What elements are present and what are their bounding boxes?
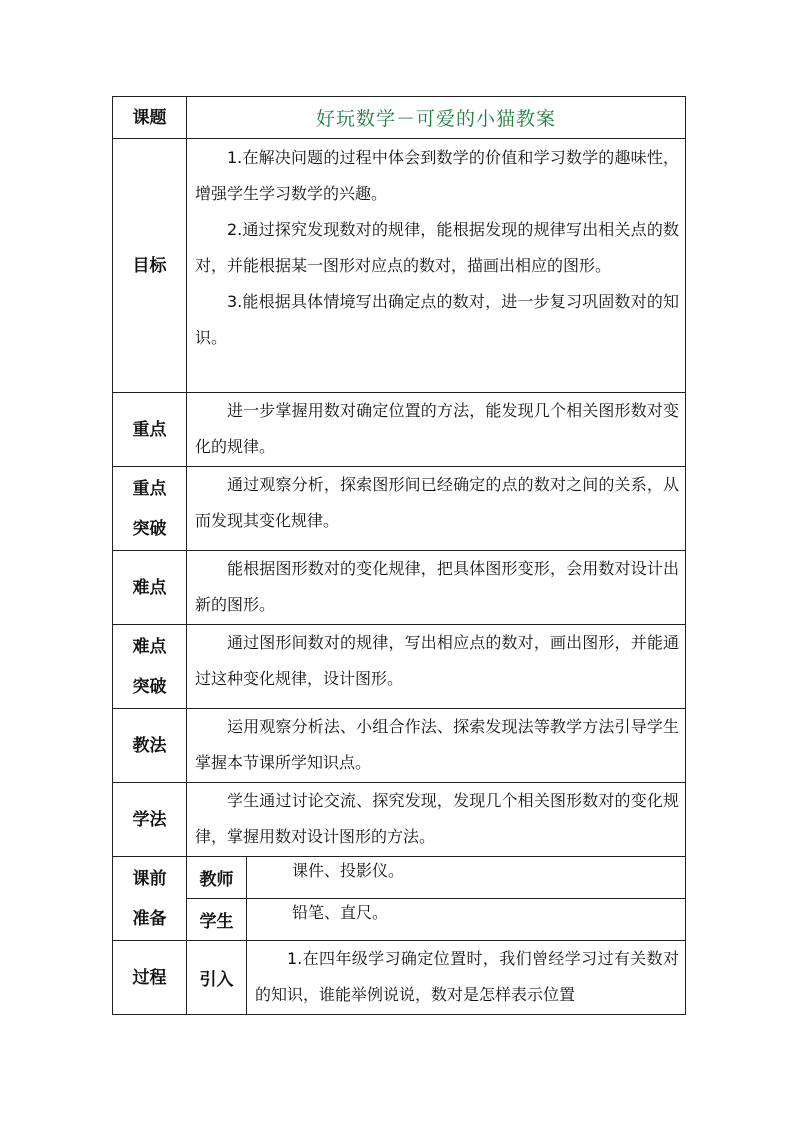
key-breakthrough-row (113, 467, 686, 551)
key-breakthrough-content (187, 467, 686, 551)
student-label: 学生 (187, 899, 247, 941)
key-point-row (113, 393, 686, 467)
difficulty-row (113, 551, 686, 625)
key-point-content (187, 393, 686, 467)
key-point-text: 进一步掌握用数对确定位置的方法，能发现几个相关图形数对变化的规律。 (195, 401, 680, 456)
learning-method-content (187, 783, 686, 857)
teaching-method-row (113, 709, 686, 783)
difficulty-content (187, 551, 686, 625)
key-breakthrough-label (113, 467, 187, 551)
preparation-student-row (113, 899, 686, 941)
key-breakthrough-label-line1: 重点 (132, 478, 167, 499)
learning-method-text: 学生通过讨论交流、探究发现，发现几个相关图形数对的变化规律，掌握用数对设计图形的方法。 (195, 791, 680, 846)
key-breakthrough-label-line2: 突破 (132, 518, 167, 539)
goals-row (113, 139, 686, 393)
teaching-method-label: 教法 (113, 709, 187, 783)
difficulty-breakthrough-label-line2: 突破 (132, 676, 167, 697)
difficulty-breakthrough-row (113, 625, 686, 709)
intro-text: 1.在四年级学习确定位置时，我们曾经学习过有关数对的知识，谁能举例说说，数对是怎样表示位置 (255, 949, 680, 1004)
difficulty-breakthrough-text: 通过图形间数对的规律，写出相应点的数对，画出图形，并能通过这种变化规律，设计图形。 (195, 633, 680, 688)
difficulty-text: 能根据图形数对的变化规律，把具体图形变形，会用数对设计出新的图形。 (195, 559, 680, 614)
difficulty-breakthrough-label-line1: 难点 (132, 636, 167, 657)
teaching-method-content (187, 709, 686, 783)
learning-method-label: 学法 (113, 783, 187, 857)
teacher-label: 教师 (187, 857, 247, 899)
process-row (113, 941, 686, 1015)
learning-method-row (113, 783, 686, 857)
title-row (113, 97, 686, 139)
lesson-plan-table (112, 96, 686, 1015)
goal-item: 2.通过探究发现数对的规律，能根据发现的规律写出相关点的数对，并能根据某一图形对应点的数对，描画出相应的图形。 (195, 220, 680, 275)
difficulty-breakthrough-label (113, 625, 187, 709)
teacher-content (247, 857, 686, 899)
intro-label: 引入 (187, 941, 247, 1015)
title-label: 课题 (113, 97, 187, 139)
key-breakthrough-text: 通过观察分析，探索图形间已经确定的点的数对之间的关系，从而发现其变化规律。 (195, 475, 680, 530)
student-content (247, 899, 686, 941)
preparation-label (113, 857, 187, 941)
process-label: 过程 (113, 941, 187, 1015)
difficulty-breakthrough-content (187, 625, 686, 709)
key-point-label: 重点 (113, 393, 187, 467)
teacher-text: 课件、投影仪。 (292, 861, 405, 880)
goal-item: 3.能根据具体情境写出确定点的数对，进一步复习巩固数对的知识。 (195, 292, 680, 347)
preparation-teacher-row (113, 857, 686, 899)
goals-label: 目标 (113, 139, 187, 393)
preparation-label-line1: 课前 (132, 868, 167, 889)
goals-content (187, 139, 686, 393)
goal-item: 1.在解决问题的过程中体会到数学的价值和学习数学的趣味性，增强学生学习数学的兴趣。 (195, 148, 680, 203)
student-text: 铅笔、直尺。 (292, 903, 389, 922)
page-title: 好玩数学－可爱的小猫教案 (187, 97, 686, 139)
intro-content (247, 941, 686, 1015)
teaching-method-text: 运用观察分析法、小组合作法、探索发现法等教学方法引导学生掌握本节课所学知识点。 (195, 717, 680, 772)
difficulty-label: 难点 (113, 551, 187, 625)
preparation-label-line2: 准备 (132, 908, 167, 929)
